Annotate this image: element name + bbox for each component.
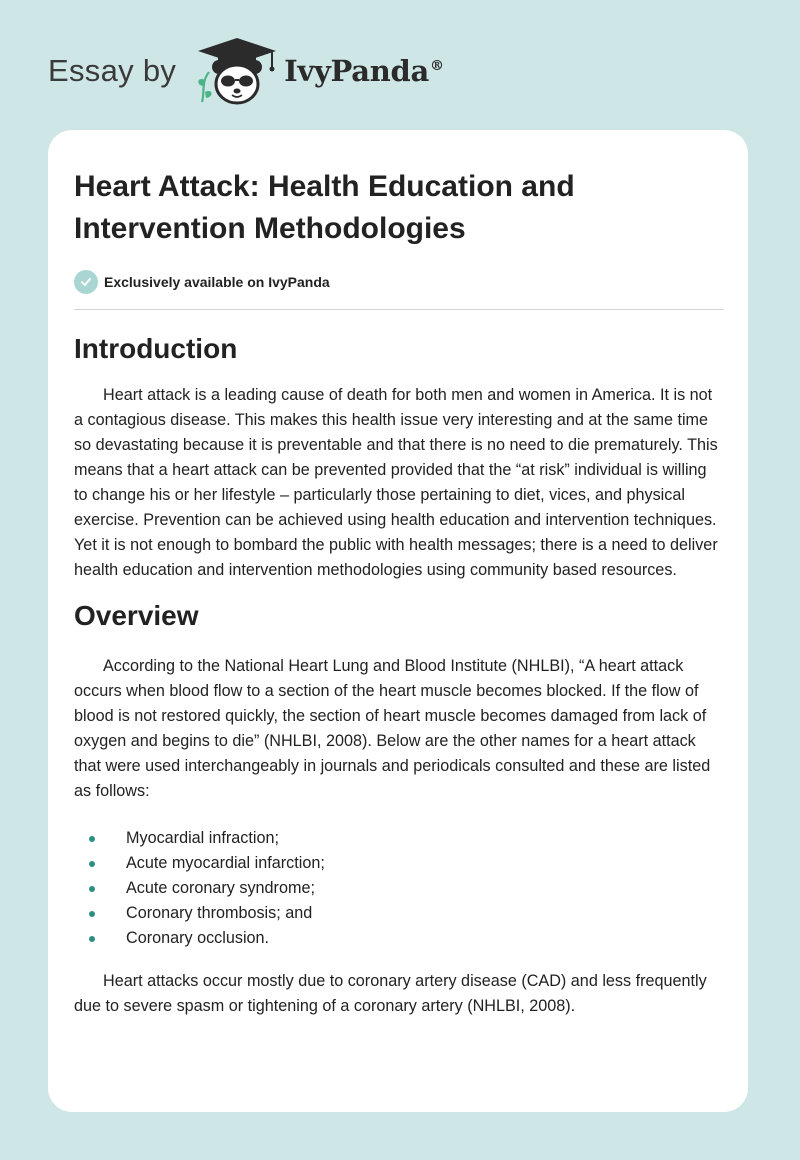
- list-item: Acute myocardial infarction;: [74, 851, 724, 876]
- heart-attack-names-list: [74, 826, 724, 951]
- panda-graduation-cap-icon: [192, 36, 282, 106]
- section-heading-overview: Overview: [74, 600, 199, 631]
- essay-content: [74, 166, 724, 1019]
- exclusive-badge: [74, 270, 724, 294]
- brand-name: IvyPanda®: [284, 54, 444, 88]
- overview-closing-paragraph: Heart attacks occur mostly due to coronary artery disease (CAD) and less frequently due to severe spasm or tightening of a coronary artery (NHLBI, 2008).: [74, 972, 707, 1015]
- brand-header: [48, 36, 444, 106]
- list-item: Coronary occlusion.: [74, 926, 724, 951]
- list-item: Acute coronary syndrome;: [74, 876, 724, 901]
- title-divider: [74, 309, 724, 310]
- overview-paragraph: According to the National Heart Lung and Blood Institute (NHLBI), “A heart attack occurs when blood flow to a section of the heart muscle becomes blocked. If the flow of blood is not restored quickly, the section of heart muscle becomes damaged from lack of oxygen and begins to die” (NHLBI, 2008). Below are the other names for a heart attack that were used interchangeably in journals and periodicals consulted and these are listed as follows:: [74, 657, 711, 800]
- list-item: Myocardial infraction;: [74, 826, 724, 851]
- introduction-paragraph: Heart attack is a leading cause of death for both men and women in America. It is not a contagious disease. This makes this health issue very interesting and at the same time so devastating because it is preventable and that there is no need to die prematurely. This means that a heart attack can be prevented provided that the “at risk” individual is willing to change his or her lifestyle – particularly those pertaining to diet, vices, and physical exercise. Prevention can be achieved using health education and intervention techniques. Yet it is not enough to bombard the public with health messages; there is a need to deliver health education and intervention methodologies using community based resources.: [74, 386, 718, 579]
- section-heading-introduction: Introduction: [74, 333, 238, 364]
- exclusive-label: Exclusively available on IvyPanda: [104, 274, 330, 290]
- page-title: Heart Attack: Health Education and Intervention Methodologies: [74, 170, 575, 245]
- essay-card: [48, 130, 748, 1112]
- list-item: Coronary thrombosis; and: [74, 901, 724, 926]
- check-icon: [74, 270, 98, 294]
- brand-prefix: Essay by: [48, 53, 177, 88]
